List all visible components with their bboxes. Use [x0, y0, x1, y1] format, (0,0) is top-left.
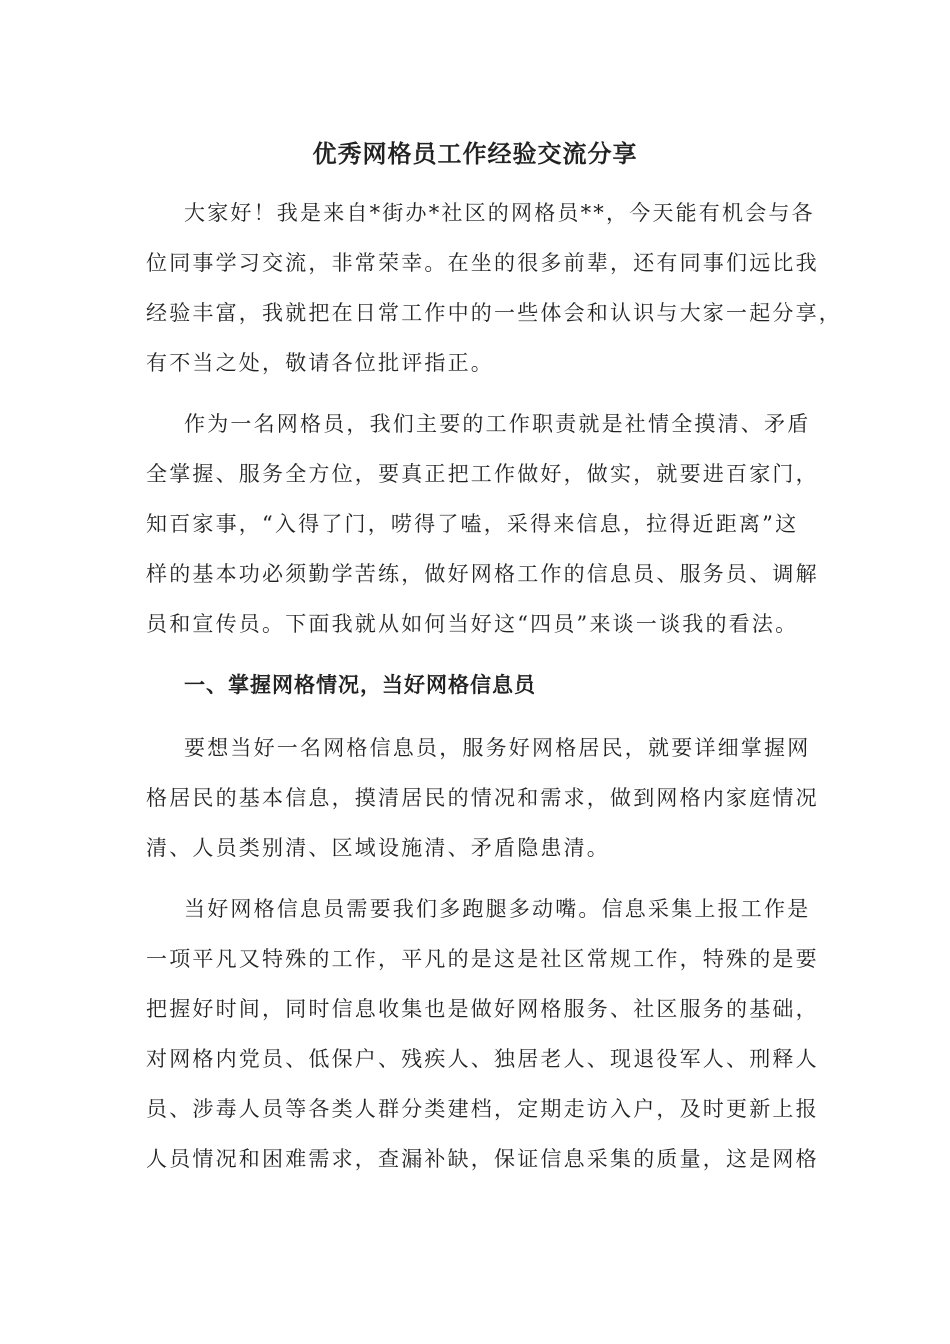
paragraph-2-line-4: 样的基本功必须勤学苦练，做好网格工作的信息员、服务员、调解: [146, 562, 819, 586]
paragraph-3-line-2: 格居民的基本信息，摸清居民的情况和需求，做到网格内家庭情况: [146, 786, 819, 810]
paragraph-4-line-1: 当好网格信息员需要我们多跑腿多动嘴。信息采集上报工作是: [184, 897, 811, 921]
paragraph-4-line-3: 把握好时间，同时信息收集也是做好网格服务、社区服务的基础，: [146, 997, 819, 1021]
paragraph-2-line-5: 员和宣传员。下面我就从如何当好这“四员”来谈一谈我的看法。: [146, 612, 799, 636]
paragraph-4-line-6: 人员情况和困难需求，查漏补缺，保证信息采集的质量，这是网格: [146, 1147, 819, 1171]
section-heading-1: 一、掌握网格情况，当好网格信息员: [184, 672, 536, 697]
paragraph-4-line-2: 一项平凡又特殊的工作，平凡的是这是社区常规工作，特殊的是要: [146, 947, 819, 971]
paragraph-2-line-3: 知百家事，“入得了门，唠得了嗑，采得来信息，拉得近距离”这: [146, 512, 799, 536]
paragraph-3-line-1: 要想当好一名网格信息员，服务好网格居民，就要详细掌握网: [184, 736, 811, 760]
document-title: 优秀网格员工作经验交流分享: [312, 139, 638, 168]
paragraph-1-line-2: 位同事学习交流，非常荣幸。在坐的很多前辈，还有同事们远比我: [146, 251, 819, 275]
paragraph-2-line-1: 作为一名网格员，我们主要的工作职责就是社情全摸清、矛盾: [184, 412, 811, 436]
paragraph-1-line-4: 有不当之处，敬请各位批评指正。: [146, 351, 494, 375]
paragraph-1-line-3: 经验丰富，我就把在日常工作中的一些体会和认识与大家一起分享，: [146, 301, 842, 325]
paragraph-3-line-3: 清、人员类别清、区域设施清、矛盾隐患清。: [146, 836, 610, 860]
paragraph-2-line-2: 全掌握、服务全方位，要真正把工作做好，做实，就要进百家门，: [146, 462, 819, 486]
paragraph-4-line-4: 对网格内党员、低保户、残疾人、独居老人、现退役军人、刑释人: [146, 1047, 819, 1071]
paragraph-1-line-1: 大家好！我是来自*街办*社区的网格员**，今天能有机会与各: [184, 201, 815, 225]
paragraph-4-line-5: 员、涉毒人员等各类人群分类建档，定期走访入户，及时更新上报: [146, 1097, 819, 1121]
